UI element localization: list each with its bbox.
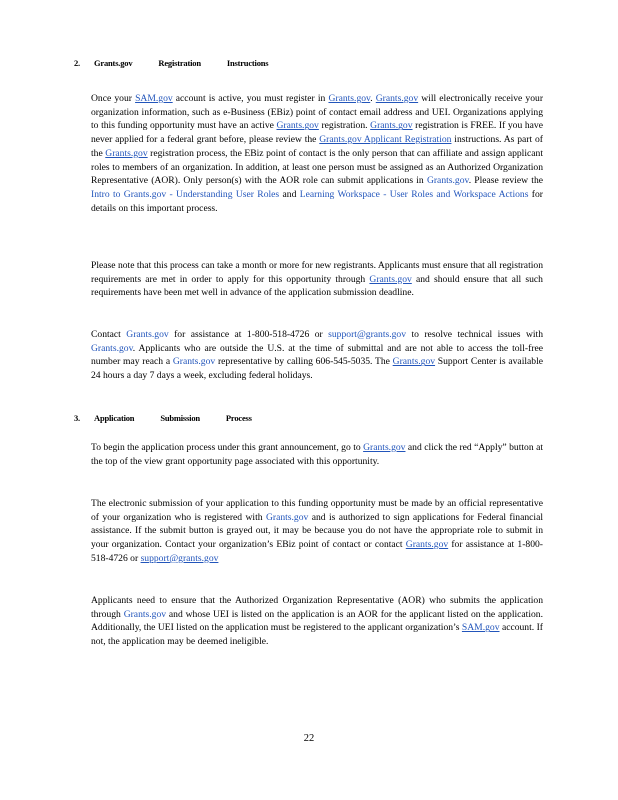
text: and should ensure that all such requirements have been met well in advance of the application submission deadline.: [91, 273, 543, 299]
page-number: 22: [303, 733, 315, 744]
text: Please note that this process can take a month or more for new registrants. Applicants must ensure that all registration requirements are met in order to apply for this opportunity through: [91, 260, 543, 285]
section-2-title-word-1: Grants.gov: [94, 58, 133, 68]
section-2-paragraph-2: [91, 259, 543, 300]
grants-gov-link[interactable]: Grants.gov: [91, 342, 133, 354]
grants-gov-link[interactable]: Grants.gov: [328, 93, 371, 104]
grants-gov-link[interactable]: Grants.gov: [405, 539, 449, 551]
text: .: [370, 93, 376, 104]
grants-gov-link[interactable]: Grants.gov: [276, 120, 319, 132]
text: . Applicants who are outside the U.S. at the time of submittal and are not able to access the toll-free number may reach a: [91, 342, 543, 368]
section-2-title-word-3: Instructions: [226, 58, 269, 68]
section-3-number: 3.: [74, 413, 80, 423]
text: will electronically receive your organization information, such as e-Business (EBiz) point of contact email address and UEI. Organizations applying to this funding opportunity must have an active: [91, 93, 544, 132]
text: registration process, the EBiz point of contact is the only person that can affiliate and assign applicant roles to members of an organization. In addition, at least one person must be assigned as an Authorized Organization Representative (AOR). Only person(s) with the AOR role can submit applications in: [91, 147, 543, 187]
text: The electronic submission of your application to this funding opportunity must be made by an official representative of your organization who is registered with: [91, 498, 543, 523]
text: and whose UEI is listed on the application is an AOR for the applicant listed on the application. Additionally, the UEI listed on the application must be registered to the applicant organization’s: [91, 608, 543, 634]
text: representative by calling 606-545-5035. The: [215, 356, 393, 368]
text: for details on this important process.: [91, 188, 543, 214]
text: for assistance at 1-800-518-4726 or: [91, 539, 543, 564]
applicant-registration-link[interactable]: Grants.gov Applicant Registration: [319, 134, 452, 146]
text: for assistance at 1-800-518-4726 or: [168, 329, 329, 340]
text: To begin the application process under this grant announcement, go to: [91, 442, 364, 453]
text: and is authorized to sign applications for Federal financial assistance. If the submit button is grayed out, it may be because you do not have the appropriate role to submit in your organization. Contact your organization’s EBiz point of contact or contact: [91, 511, 543, 551]
text: Support Center is available 24 hours a day 7 days a week, excluding federal holidays.: [91, 356, 543, 382]
grants-gov-link[interactable]: Grants.gov: [363, 442, 406, 453]
text: account is active, you must register in: [172, 93, 329, 104]
sam-gov-link[interactable]: SAM.gov: [135, 93, 173, 104]
text: to resolve technical issues with: [406, 329, 543, 340]
learning-workspace-link[interactable]: Learning Workspace - User Roles and Workspace Actions: [299, 188, 529, 200]
text: instructions. As part of the: [91, 134, 543, 159]
support-email-link[interactable]: support@grants.gov: [140, 552, 219, 564]
section-3-title-word-2: Submission: [160, 413, 200, 423]
section-3-paragraph-3: [91, 594, 543, 649]
grants-gov-link[interactable]: Grants.gov: [370, 120, 413, 132]
grants-gov-link[interactable]: Grants.gov: [426, 175, 469, 187]
grants-gov-link[interactable]: Grants.gov: [265, 511, 309, 523]
section-2-heading: [74, 58, 294, 68]
sam-gov-link[interactable]: SAM.gov: [461, 622, 500, 634]
grants-gov-link[interactable]: Grants.gov: [369, 273, 412, 285]
grants-gov-link[interactable]: Grants.gov: [105, 147, 148, 159]
user-roles-link[interactable]: Intro to Grants.gov - Understanding User Roles: [91, 188, 280, 200]
section-3-heading: [74, 413, 278, 423]
grants-gov-link[interactable]: Grants.gov: [375, 93, 419, 104]
text: and click the red “Apply” button at the top of the view grant opportunity page associated with this opportunity.: [91, 442, 543, 467]
section-2-paragraph-1: [91, 92, 543, 215]
text: Once your: [91, 93, 136, 104]
text: . Please review the: [468, 175, 543, 187]
text: registration.: [318, 120, 371, 132]
grants-gov-link[interactable]: Grants.gov: [392, 356, 436, 368]
text: and: [279, 188, 300, 200]
section-2-number: 2.: [74, 58, 80, 68]
grants-gov-link[interactable]: Grants.gov: [172, 356, 216, 368]
section-3-title-word-1: Application: [94, 413, 135, 423]
section-3-paragraph-1: [91, 441, 543, 468]
text: Applicants need to ensure that the Authorized Organization Representative (AOR) who submits the application through: [91, 595, 543, 620]
grants-gov-link[interactable]: Grants.gov: [126, 329, 169, 340]
section-2-paragraph-3: [91, 328, 543, 383]
text: Contact: [91, 329, 127, 340]
support-email-link[interactable]: support@grants.gov: [328, 329, 407, 340]
section-3-paragraph-2: [91, 497, 543, 566]
grants-gov-link[interactable]: Grants.gov: [123, 608, 167, 620]
text: account. If not, the application may be deemed ineligible.: [91, 622, 543, 648]
section-3-title-word-3: Process: [225, 413, 252, 423]
text: registration is FREE. If you have never applied for a federal grant before, please review the: [91, 120, 543, 146]
section-2-title-word-2: Registration: [158, 58, 201, 68]
